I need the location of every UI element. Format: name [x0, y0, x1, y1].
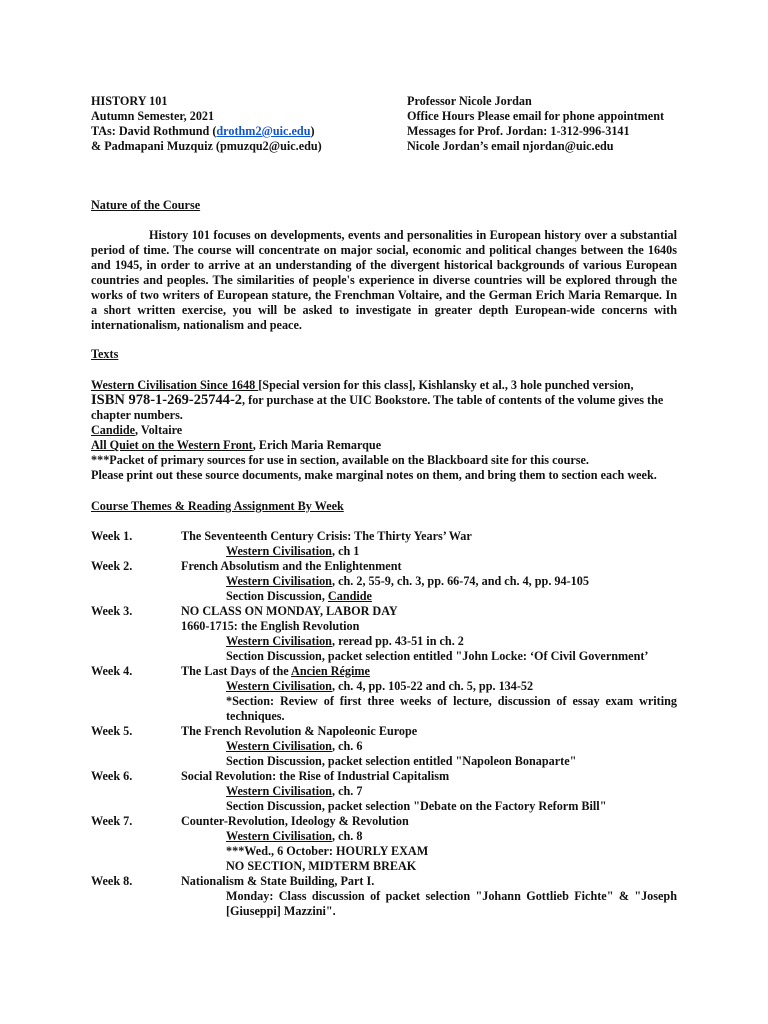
reading-book: Western Civilisation	[226, 679, 332, 693]
professor-name: Professor Nicole Jordan	[407, 94, 532, 108]
week-title: Counter-Revolution, Ideology & Revolution	[181, 814, 409, 828]
reading-pages: , reread pp. 43-51 in ch. 2	[331, 634, 464, 648]
week-title: The French Revolution & Napoleonic Europe	[181, 724, 418, 738]
professor-info-block	[407, 94, 707, 154]
week-reading	[226, 739, 677, 754]
reading-book: Western Civilisation	[226, 544, 332, 558]
week-reading	[226, 784, 677, 799]
nature-paragraph	[91, 228, 677, 333]
week-reading	[226, 829, 677, 844]
office-hours: Office Hours Please email for phone appointment	[407, 109, 665, 123]
week-title: French Absolutism and the Enlightenment	[181, 559, 402, 573]
ta1-email-link[interactable]: drothm2@uic.edu	[216, 124, 311, 138]
week-8	[91, 874, 677, 919]
course-info-block	[91, 94, 391, 154]
nature-heading: Nature of the Course	[91, 198, 201, 212]
book-2-title: Candide	[91, 423, 136, 437]
professor-email: Nicole Jordan’s email njordan@uic.edu	[407, 139, 614, 153]
reading-pages: , ch. 2, 55-9, ch. 3, pp. 66-74, and ch. 4, pp. 94-105	[331, 574, 589, 588]
week-list	[91, 529, 677, 919]
reading-pages: , ch. 4, pp. 105-22 and ch. 5, pp. 134-52	[331, 679, 534, 693]
semester: Autumn Semester, 2021	[91, 109, 215, 123]
reading-book: Western Civilisation	[226, 784, 332, 798]
book-3-author: , Erich Maria Remarque	[252, 438, 382, 452]
week-label: Week 7.	[91, 814, 133, 828]
week-label: Week 1.	[91, 529, 133, 543]
book-2	[91, 423, 677, 438]
week-section: *Section: Review of first three weeks of lecture, discussion of essay exam writing techniques.	[226, 694, 677, 723]
week-7	[91, 814, 677, 874]
book-3-title: All Quiet on the Western Front	[91, 438, 253, 452]
reading-pages: , ch. 8	[331, 829, 363, 843]
week-title: Social Revolution: the Rise of Industrial Capitalism	[181, 769, 450, 783]
week-title-prefix: The Last Days of the	[181, 664, 292, 678]
week-reading	[226, 574, 677, 589]
week-section: Section Discussion, packet selection entitled "Napoleon Bonaparte"	[226, 754, 577, 768]
week-label: Week 8.	[91, 874, 133, 888]
week-title: Nationalism & State Building, Part I.	[181, 874, 375, 888]
week-2	[91, 559, 677, 604]
texts-heading: Texts	[91, 347, 119, 361]
reading-book: Western Civilisation	[226, 634, 332, 648]
book-1-title: Western Civilisation Since 1648	[91, 378, 259, 392]
reading-book: Western Civilisation	[226, 574, 332, 588]
week-title: The Seventeenth Century Crisis: The Thirty Years’ War	[181, 529, 472, 543]
section-prefix: Section Discussion,	[226, 589, 328, 603]
book-1-details: [Special version for this class], Kishlansky et al., 3 hole punched version,	[258, 378, 634, 392]
book-1	[91, 378, 677, 393]
week-5	[91, 724, 677, 769]
week-6	[91, 769, 677, 814]
print-note: Please print out these source documents, make marginal notes on them, and bring them to section each week.	[91, 468, 657, 482]
week-section: Section Discussion, packet selection entitled "John Locke: ‘Of Civil Government’	[226, 649, 649, 663]
week-exam: ***Wed., 6 October: HOURLY EXAM	[226, 844, 429, 858]
week-reading	[226, 544, 677, 559]
reading-pages: , ch. 7	[331, 784, 363, 798]
ta-suffix: )	[310, 124, 315, 138]
ta-line-2: & Padmapani Muzquiz (pmuzqu2@uic.edu)	[91, 139, 322, 153]
ta-prefix: TAs: David Rothmund (	[91, 124, 217, 138]
week-1	[91, 529, 677, 559]
course-code: HISTORY 101	[91, 94, 168, 108]
week-label: Week 2.	[91, 559, 133, 573]
week-title-2: 1660-1715: the English Revolution	[181, 619, 360, 633]
week-title-term: Ancien Régime	[291, 664, 370, 678]
texts-list	[91, 378, 677, 483]
nature-body: History 101 focuses on developments, events and personalities in European history over a substantial period of time. The course will concentrate on major social, economic and political changes between the 1640s and 1945, in order to arrive at an understanding of the divergent historical backgrounds of various European countries and peoples. The similarities of people's experience in diverse countries will be explored through the works of two writers of European stature, the Frenchman Voltaire, and the German Erich Maria Remarque. In a short written exercise, you will be asked to investigate in greater depth European-wide concerns with internationalism, nationalism and peace.	[91, 228, 677, 332]
themes-heading: Course Themes & Reading Assignment By Week	[91, 499, 344, 513]
isbn: ISBN 978-1-269-25744-2	[91, 392, 243, 408]
week-reading	[226, 634, 677, 649]
week-label: Week 6.	[91, 769, 133, 783]
week-3	[91, 604, 677, 664]
section-book: Candide	[327, 589, 372, 603]
week-label: Week 4.	[91, 664, 133, 678]
packet-note: ***Packet of primary sources for use in section, available on the Blackboard site for this course.	[91, 453, 589, 467]
week-break: NO SECTION, MIDTERM BREAK	[226, 859, 417, 873]
week-4	[91, 664, 677, 724]
reading-pages: , ch 1	[331, 544, 360, 558]
reading-book: Western Civilisation	[226, 739, 332, 753]
week-title	[181, 664, 677, 679]
week-title: NO CLASS ON MONDAY, LABOR DAY	[181, 604, 398, 618]
week-section: Section Discussion, packet selection "Debate on the Factory Reform Bill"	[226, 799, 607, 813]
reading-pages: , ch. 6	[331, 739, 363, 753]
messages-phone: Messages for Prof. Jordan: 1-312-996-3141	[407, 124, 630, 138]
week-monday-discussion: Monday: Class discussion of packet selection "Johann Gottlieb Fichte" & "Joseph [Giuseppi] Mazzini".	[226, 889, 677, 918]
week-reading	[226, 679, 677, 694]
reading-book: Western Civilisation	[226, 829, 332, 843]
week-label: Week 5.	[91, 724, 133, 738]
week-label: Week 3.	[91, 604, 133, 618]
week-section	[226, 589, 677, 604]
book-3	[91, 438, 677, 453]
ta-line-1	[91, 124, 391, 139]
book-2-author: , Voltaire	[135, 423, 183, 437]
isbn-line	[91, 393, 677, 423]
isbn-details: , for purchase at the UIC Bookstore. The table of contents of the volume gives the chapter numbers.	[91, 393, 664, 422]
